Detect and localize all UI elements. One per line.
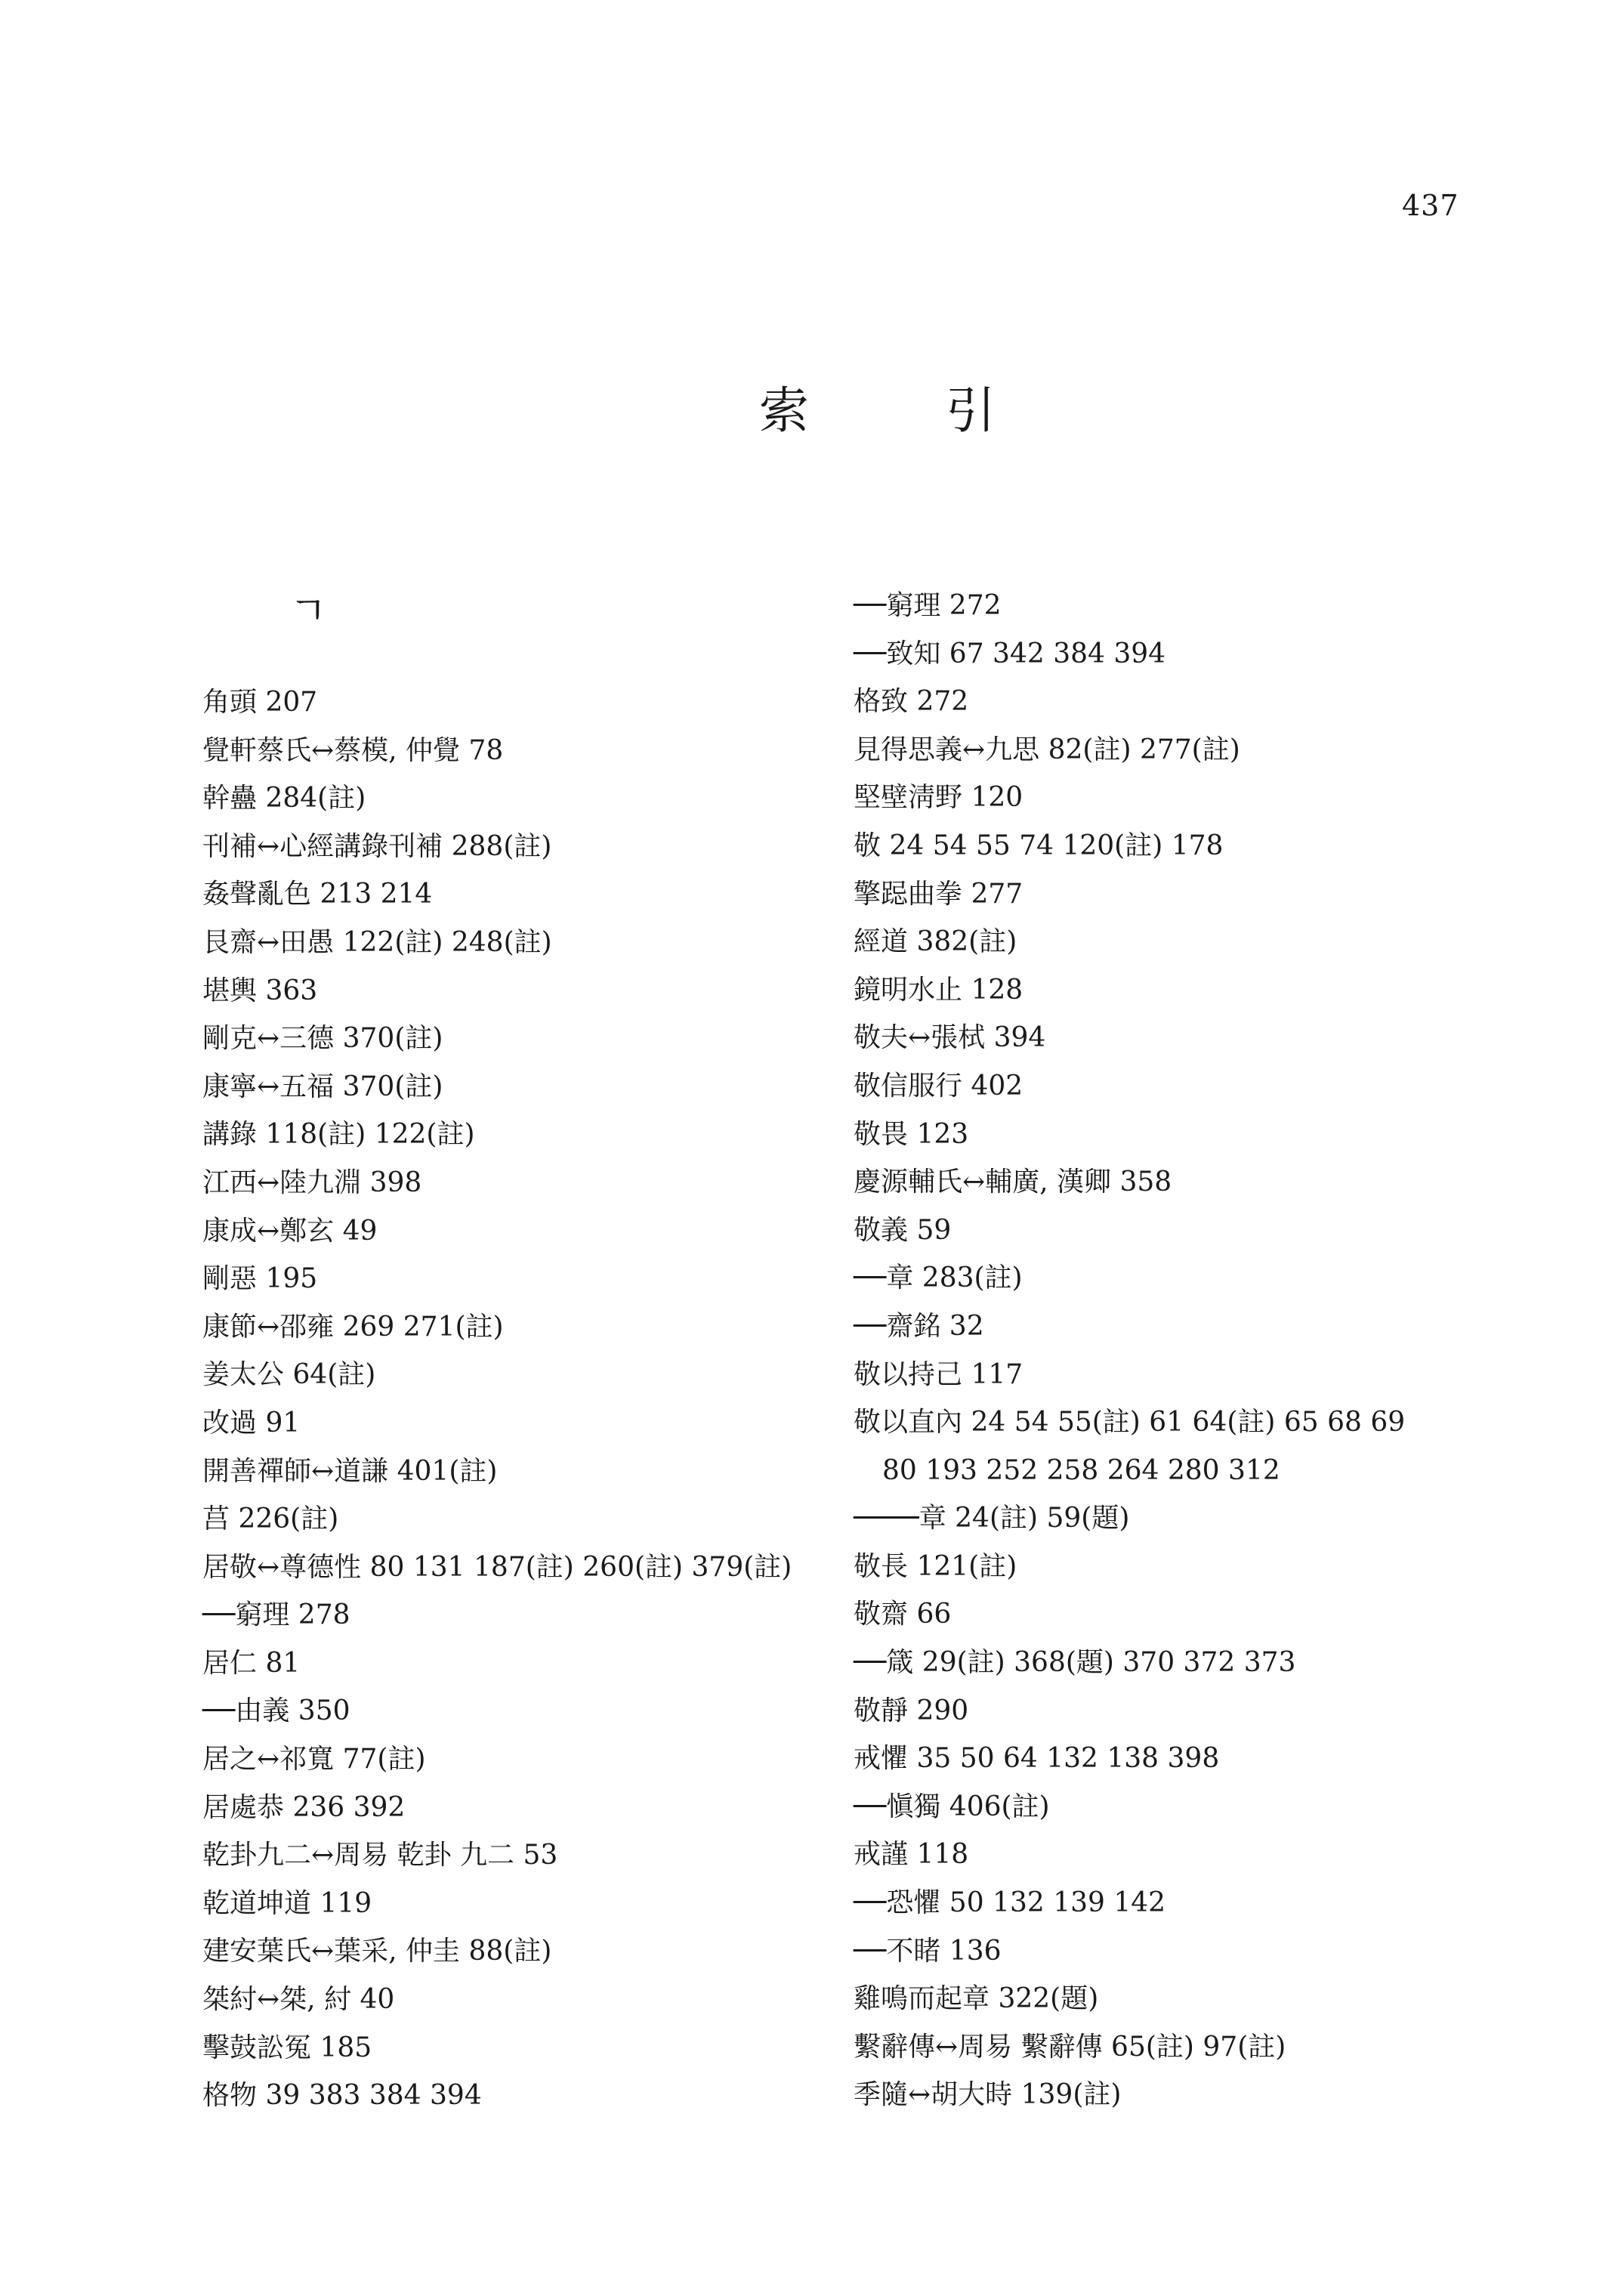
- index-entry: 季隨↔胡大時 139(註): [854, 2079, 1122, 2111]
- index-entry: 鏡明水止 128: [854, 974, 1023, 1006]
- index-entry: 慶源輔氏↔輔廣, 漢卿 358: [854, 1167, 1172, 1198]
- index-entry: ──愼獨 406(註): [854, 1791, 1050, 1822]
- index-entry: 居處恭 236 392: [202, 1791, 406, 1823]
- index-entry: 敬夫↔張栻 394: [854, 1022, 1046, 1054]
- index-entry: ──不睹 136: [854, 1935, 1002, 1967]
- index-entry: 戒謹 118: [854, 1839, 969, 1871]
- index-entry: 姦聲亂色 213 214: [202, 879, 433, 910]
- index-entry: 角頭 207: [202, 687, 318, 718]
- index-entry: 格物 39 383 384 394: [202, 2080, 482, 2112]
- index-entry: ──章 283(註): [854, 1262, 1023, 1294]
- index-entry: 艮齋↔田愚 122(註) 248(註): [202, 926, 552, 958]
- index-entry: 堅壁淸野 120: [854, 782, 1023, 814]
- index-entry: 開善禪師↔道謙 401(註): [202, 1455, 498, 1487]
- index-entry: 擎跽曲拳 277: [854, 878, 1023, 910]
- index-entry: ──窮理 278: [202, 1599, 350, 1631]
- index-entry: 桀紂↔桀, 紂 40: [202, 1984, 395, 2016]
- index-entry: 改過 91: [202, 1407, 301, 1439]
- index-column-left: [202, 678, 844, 2120]
- page-number: 437: [1402, 189, 1459, 222]
- index-entry: 刊補↔心經講錄刊補 288(註): [202, 830, 552, 862]
- index-entry: 講錄 118(註) 122(註): [202, 1119, 475, 1151]
- index-entry: 繫辭傳↔周易 繫辭傳 65(註) 97(註): [854, 2031, 1286, 2063]
- index-entry: 敬義 59: [854, 1214, 952, 1246]
- index-entry: 剛克↔三德 370(註): [202, 1023, 443, 1055]
- index-entry: 康成↔鄭玄 49: [202, 1215, 378, 1247]
- index-entry: 敬以持己 117: [854, 1358, 1023, 1390]
- index-entry: 敬靜 290: [854, 1695, 969, 1726]
- index-entry: 雞鳴而起章 322(題): [854, 1983, 1099, 2015]
- index-entry: 建安葉氏↔葉采, 仲圭 88(註): [202, 1936, 552, 1967]
- index-entry: ──致知 67 342 384 394: [854, 638, 1166, 669]
- index-entry: ──恐懼 50 132 139 142: [854, 1887, 1166, 1919]
- index-entry: 莒 226(註): [202, 1503, 339, 1535]
- index-entry: 敬長 121(註): [854, 1550, 1017, 1582]
- index-entry: 江西↔陸九淵 398: [202, 1167, 422, 1198]
- index-entry: 80 193 252 258 264 280 312: [882, 1454, 1280, 1486]
- index-entry: 敬信服行 402: [854, 1070, 1023, 1102]
- index-column-right: [854, 582, 1511, 2119]
- index-entry: 戒懼 35 50 64 132 138 398: [854, 1743, 1220, 1775]
- index-entry: 敬畏 123: [854, 1118, 969, 1150]
- index-entry: 居敬↔尊德性 80 131 187(註) 260(註) 379(註): [202, 1551, 792, 1583]
- index-entry: 居之↔祁寬 77(註): [202, 1744, 426, 1775]
- index-entry: 敬 24 54 55 74 120(註) 178: [854, 830, 1224, 861]
- index-entry: 敬齋 66: [854, 1599, 952, 1630]
- index-entry: ──窮理 272: [854, 590, 1002, 621]
- index-entry: 敬以直內 24 54 55(註) 61 64(註) 65 68 69: [854, 1407, 1406, 1439]
- index-entry: ──由義 350: [202, 1695, 350, 1727]
- index-entry: 幹蠱 284(註): [202, 783, 366, 814]
- page-title: 索 引: [759, 382, 1056, 440]
- index-entry: 堪輿 363: [202, 975, 318, 1006]
- index-entry: 居仁 81: [202, 1647, 301, 1679]
- index-entry: 擊鼓訟冤 185: [202, 2032, 372, 2063]
- index-entry: 見得思義↔九思 82(註) 277(註): [854, 734, 1240, 765]
- index-entry: 姜太公 64(註): [202, 1359, 376, 1391]
- index-entry: 乾道坤道 119: [202, 1887, 372, 1919]
- index-entry: 剛惡 195: [202, 1263, 318, 1295]
- index-entry: ──箴 29(註) 368(題) 370 372 373: [854, 1647, 1296, 1679]
- index-entry: ────章 24(註) 59(題): [854, 1503, 1130, 1534]
- index-entry: ──齋銘 32: [854, 1310, 984, 1342]
- section-heading: ㄱ: [289, 589, 328, 634]
- index-entry: 格致 272: [854, 686, 969, 718]
- index-entry: 覺軒蔡氏↔蔡模, 仲覺 78: [202, 734, 504, 766]
- index-entry: 乾卦九二↔周易 乾卦 九二 53: [202, 1840, 558, 1871]
- index-entry: 康節↔邵雍 269 271(註): [202, 1311, 504, 1343]
- index-entry: 康寧↔五福 370(註): [202, 1071, 443, 1102]
- index-entry: 經道 382(註): [854, 926, 1017, 958]
